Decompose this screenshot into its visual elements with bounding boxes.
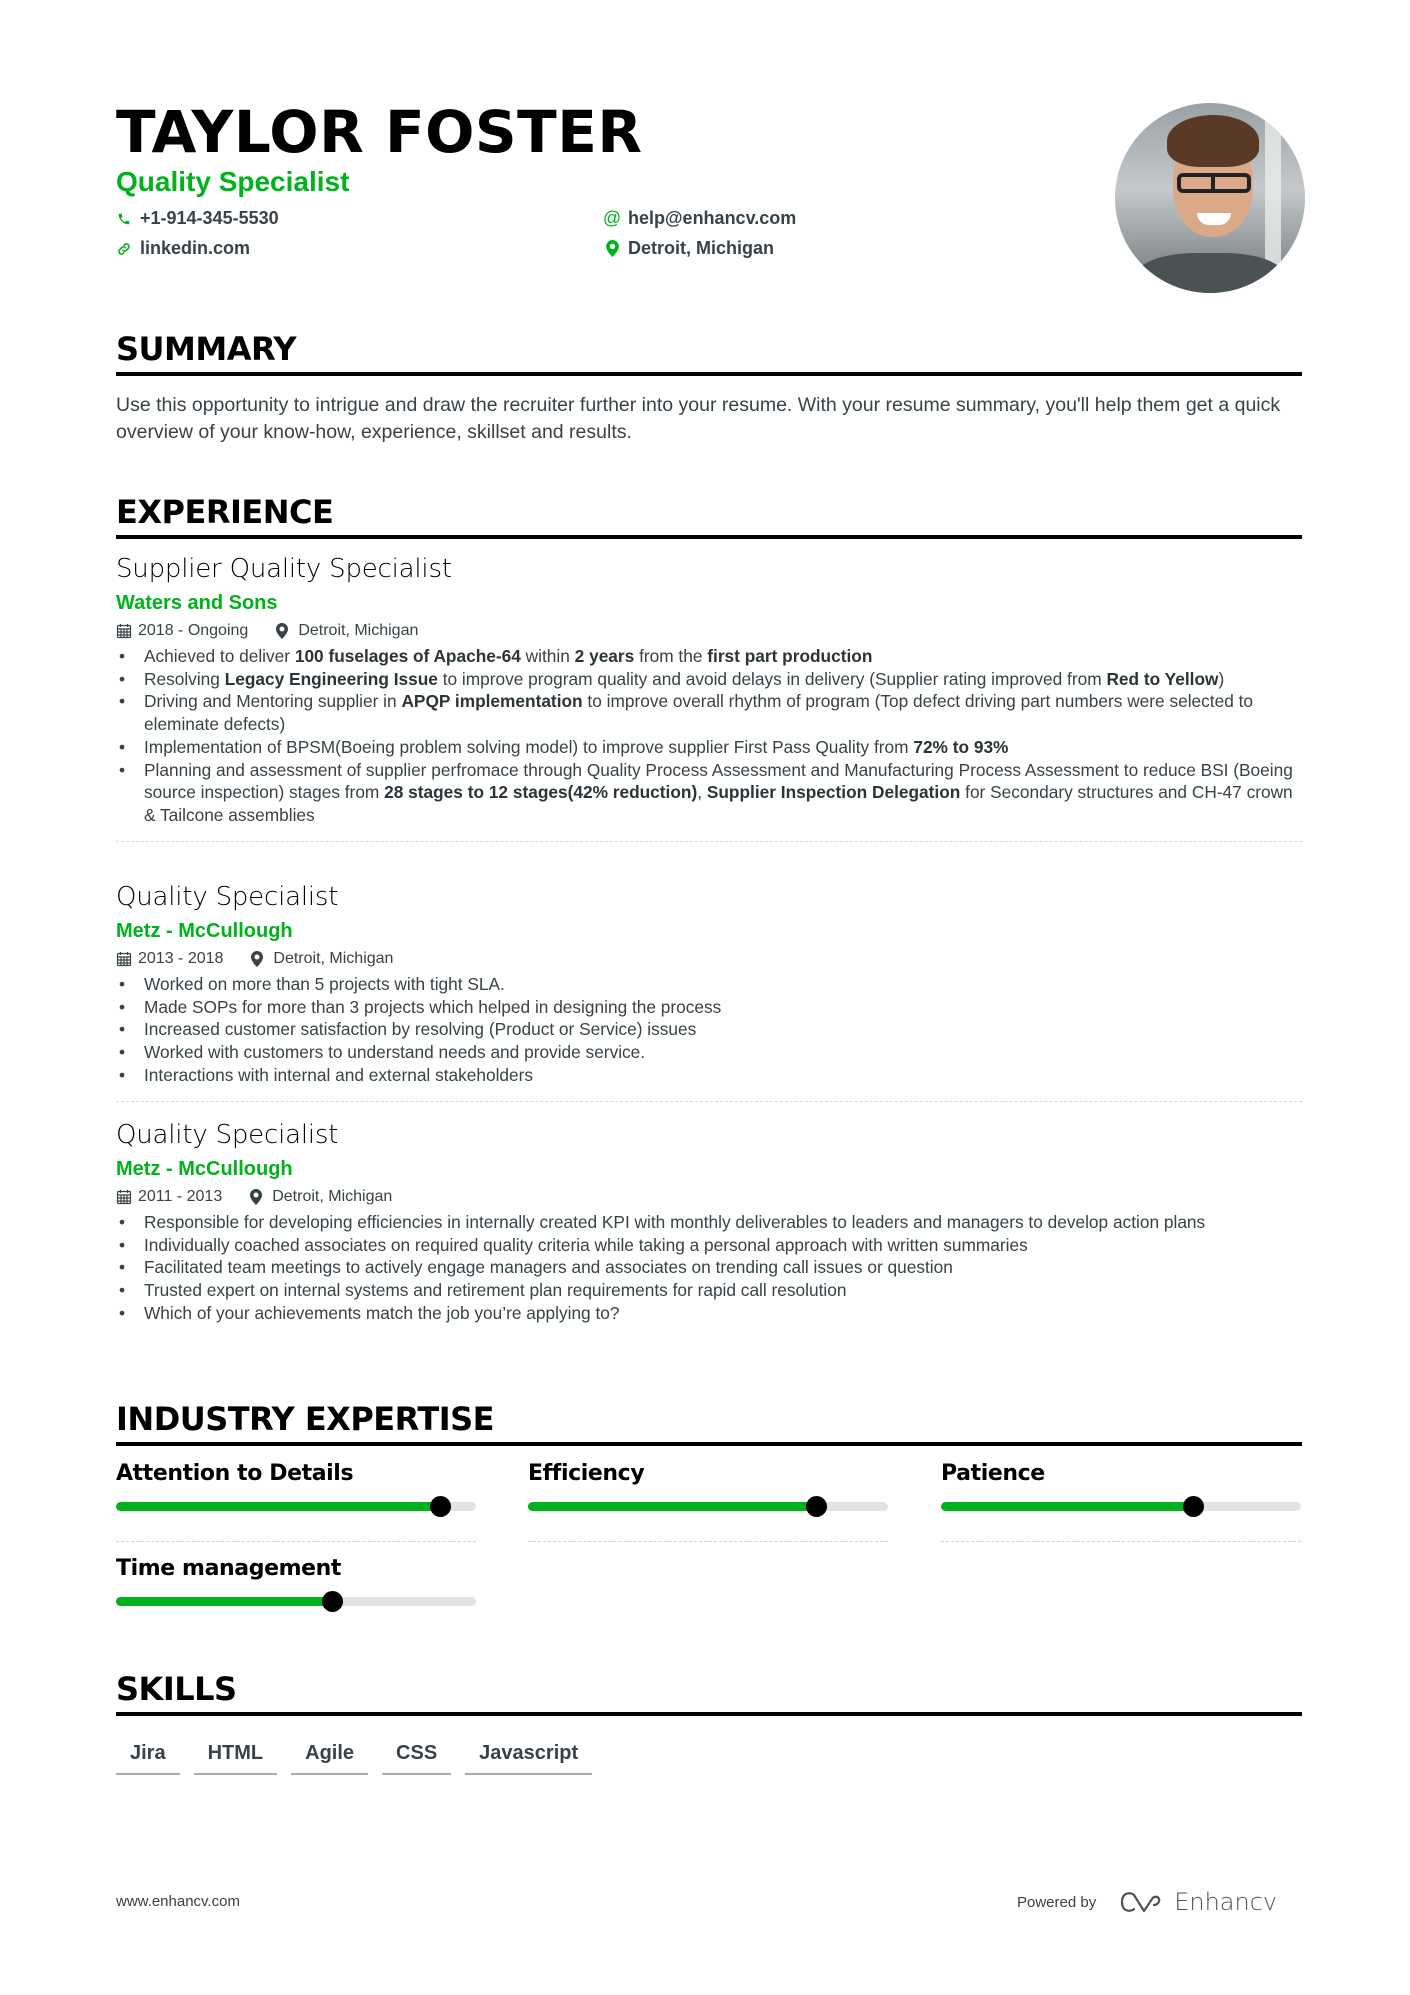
expertise-slider [116,1502,476,1511]
job-bullet: • Driving and Mentoring supplier in APQP implementation to improve overall rhythm of program (Top defect driving part numbers were selected to eleminate defects) [116,690,1302,735]
skills-list [116,1735,592,1775]
job-company: Metz - McCullough [116,1158,293,1180]
calendar-icon [116,1189,132,1205]
expertise-item [528,1460,888,1542]
candidate-title: Quality Specialist [116,166,350,197]
job-dates: 2013 - 2018 [138,950,224,967]
job-bullet: • Trusted expert on internal systems and retirement plan requirements for rapid call resolution [116,1279,1302,1302]
job-bullet: • Interactions with internal and external stakeholders [116,1064,1302,1087]
job-location [276,620,418,642]
calendar-icon [116,623,132,639]
job-bullet: • Individually coached associates on required quality criteria while taking a personal approach with written summaries [116,1234,1302,1257]
skill-tag: Javascript [465,1735,592,1775]
enhancv-logo-icon [1118,1889,1164,1915]
contact-location [604,238,774,259]
job-meta [116,620,1302,642]
expertise-slider [116,1597,476,1606]
job-dates: 2018 - Ongoing [138,622,249,639]
website-link: linkedin.com [140,238,251,258]
expertise-fill [116,1597,332,1606]
map-pin-icon [250,1189,266,1205]
at-icon: @ [602,208,622,228]
job-bullet: • Worked with customers to understand needs and provide service. [116,1041,1302,1064]
job-bullet: • Worked on more than 5 projects with tight SLA. [116,973,1302,996]
job-bullet: • Which of your achievements match the job you’re applying to? [116,1302,1302,1325]
link-icon [116,240,132,258]
brand-name: Enhancv [1174,1888,1278,1916]
divider [941,1541,1301,1542]
contact-website[interactable] [116,238,250,259]
skill-tag: CSS [382,1735,451,1775]
job-location-text: Detroit, Michigan [273,950,394,967]
job-bullets [116,973,1302,1087]
skill-tag: Agile [291,1735,368,1775]
calendar-icon [116,951,132,967]
divider [528,1541,888,1542]
job-bullet: • Responsible for developing efficiencies in internally created KPI with monthly deliverables to leaders and managers to develop action plans [116,1211,1302,1234]
job-company: Waters and Sons [116,592,278,614]
section-heading-expertise: INDUSTRY EXPERTISE [116,1400,1302,1446]
job-bullet: • Achieved to deliver 100 fuselages of Apache-64 within 2 years from the first part production [116,645,1302,668]
map-pin-icon [276,623,292,639]
expertise-item [116,1460,476,1542]
expertise-item [941,1460,1301,1542]
expertise-knob [322,1591,343,1612]
job-role: Quality Specialist [116,1120,339,1150]
job-bullet: • Facilitated team meetings to actively engage managers and associates on trending call issues or question [116,1256,1302,1279]
divider [116,1101,1302,1102]
location-text: Detroit, Michigan [628,238,775,258]
expertise-label: Time management [116,1556,342,1581]
map-pin-icon [251,951,267,967]
expertise-fill [941,1502,1193,1511]
powered-by-label: Powered by [1017,1893,1097,1911]
experience-entry [116,1119,1302,1325]
footer-branding[interactable] [1017,1888,1277,1916]
expertise-knob [1183,1496,1204,1517]
job-bullet: • Resolving Legacy Engineering Issue to improve program quality and avoid delays in delivery (Supplier rating improved from Red to Yellow) [116,668,1302,691]
enhancv-logo [1118,1888,1277,1916]
profile-photo [1115,103,1305,293]
contact-email[interactable] [604,208,796,229]
footer-website-link[interactable]: www.enhancv.com [116,1893,240,1910]
job-bullets [116,645,1302,827]
job-role: Quality Specialist [116,882,339,912]
expertise-label: Patience [941,1461,1045,1486]
job-company: Metz - McCullough [116,920,293,942]
experience-entry [116,881,1302,1102]
expertise-knob [430,1496,451,1517]
section-heading-summary: SUMMARY [116,330,1302,376]
contact-phone[interactable] [116,208,279,229]
candidate-name: TAYLOR FOSTER [116,98,643,166]
job-bullet: • Increased customer satisfaction by resolving (Product or Service) issues [116,1018,1302,1041]
expertise-knob [806,1496,827,1517]
summary-text: Use this opportunity to intrigue and draw the recruiter further into your resume. With your resume summary, you'll help them get a quick overview of your know-how, experience, skillset and results. [116,394,1281,443]
phone-icon [116,210,132,228]
job-meta [116,1186,1302,1208]
expertise-item [116,1555,476,1606]
job-bullet: • Made SOPs for more than 3 projects which helped in designing the process [116,996,1302,1019]
skill-tag: Jira [116,1735,180,1775]
job-bullets [116,1211,1302,1325]
experience-entry [116,553,1302,842]
expertise-label: Attention to Details [116,1461,354,1486]
skill-tag: HTML [194,1735,278,1775]
expertise-label: Efficiency [528,1461,645,1486]
section-heading-experience: EXPERIENCE [116,493,1302,539]
expertise-slider [941,1502,1301,1511]
divider [116,1541,476,1542]
job-meta [116,948,1302,970]
job-location-text: Detroit, Michigan [272,1188,393,1205]
job-location [250,1186,392,1208]
job-bullet: • Planning and assessment of supplier perfromace through Quality Process Assessment and Manufacturing Process Assessment to reduce BSI (Boeing source inspection) stages from 28 stages to 12 stages(42% reduction), Supplier Inspection Delegation for Secondary structures and CH-47 crown & Tailcone assemblies [116,759,1302,827]
job-dates: 2011 - 2013 [138,1188,223,1205]
email-address: help@enhancv.com [628,208,797,228]
section-heading-skills: SKILLS [116,1670,1302,1716]
job-bullet: • Implementation of BPSM(Boeing problem solving model) to improve supplier First Pass Quality from 72% to 93% [116,736,1302,759]
job-role: Supplier Quality Specialist [116,554,452,584]
expertise-fill [116,1502,440,1511]
phone-number: +1-914-345-5530 [140,208,279,228]
divider [116,841,1302,842]
expertise-fill [528,1502,816,1511]
job-location-text: Detroit, Michigan [298,622,419,639]
map-pin-icon [604,240,620,258]
job-location [251,948,393,970]
expertise-slider [528,1502,888,1511]
